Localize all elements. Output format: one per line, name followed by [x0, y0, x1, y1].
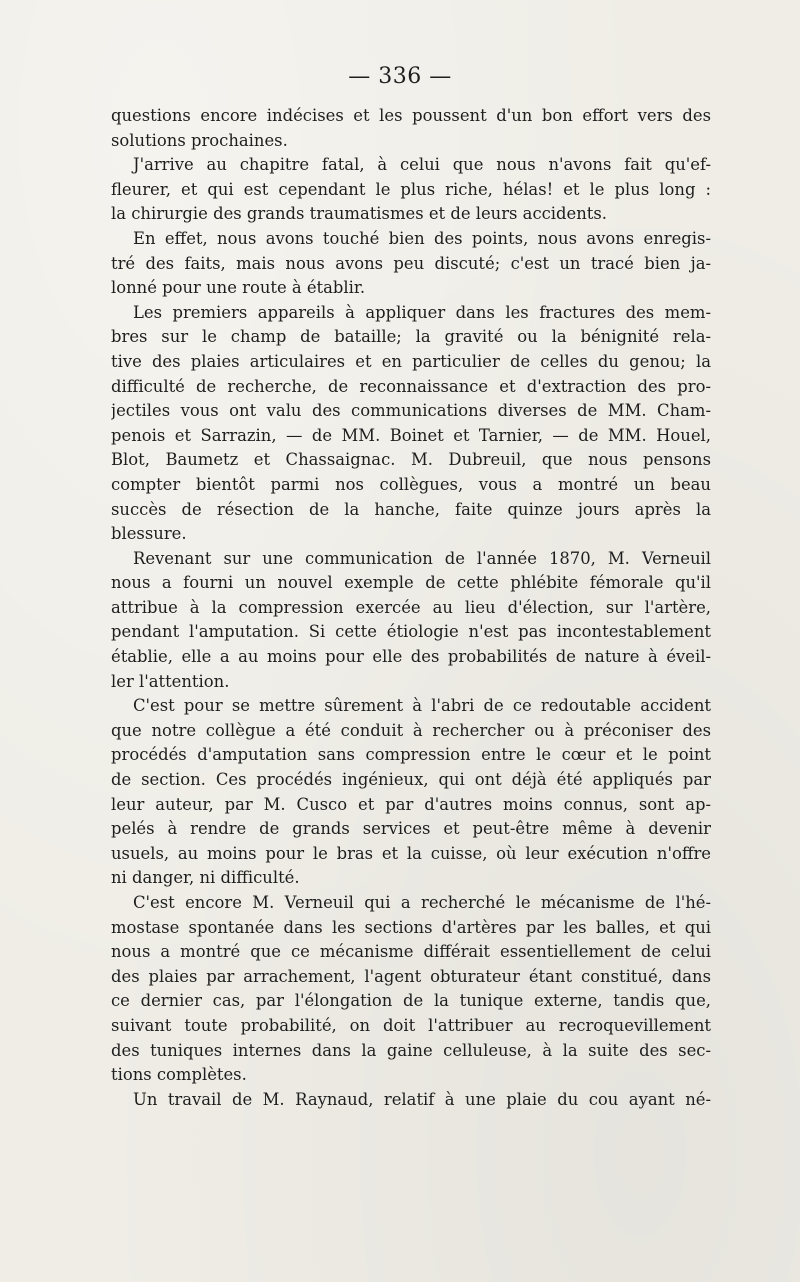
- text-line: ler l'attention.: [111, 671, 230, 691]
- text-line: Les premiers appareils à appliquer dans les fractures des mem-: [133, 302, 711, 322]
- text-line: tions complètes.: [111, 1065, 247, 1085]
- text-line: procédés d'amputation sans compression entre le cœur et le point: [111, 745, 711, 765]
- text-line: ce dernier cas, par l'élongation de la tunique externe, tandis que,: [111, 991, 711, 1011]
- page-number: — 336 —: [348, 64, 452, 89]
- text-line: penois et Sarrazin, — de MM. Boinet et Tarnier, — de MM. Houel,: [111, 425, 711, 445]
- text-line: jectiles vous ont valu des communications diverses de MM. Cham-: [111, 401, 711, 421]
- text-line: établie, elle a au moins pour elle des probabilités de nature à éveil-: [111, 647, 711, 667]
- text-line: pendant l'amputation. Si cette étiologie n'est pas incontestablement: [111, 622, 711, 642]
- text-line: Un travail de M. Raynaud, relatif à une plaie du cou ayant né-: [133, 1089, 711, 1109]
- text-line: bres sur le champ de bataille; la gravité ou la bénignité rela-: [111, 327, 711, 347]
- text-line: lonné pour une route à établir.: [111, 278, 366, 298]
- text-line: suivant toute probabilité, on doit l'attribuer au recroquevillement: [111, 1015, 711, 1035]
- text-line: des tuniques internes dans la gaine celluleuse, à la suite des sec-: [111, 1040, 711, 1060]
- text-line: tive des plaies articulaires et en particulier de celles du genou; la: [111, 351, 711, 371]
- text-line: tré des faits, mais nous avons peu discuté; c'est un tracé bien ja-: [111, 253, 711, 273]
- text-line: Revenant sur une communication de l'année 1870, M. Verneuil: [133, 548, 711, 568]
- text-line: que notre collègue a été conduit à rechercher ou à préconiser des: [111, 720, 711, 740]
- text-line: compter bientôt parmi nos collègues, vous a montré un beau: [111, 474, 711, 494]
- text-line: leur auteur, par M. Cusco et par d'autres moins connus, sont ap-: [111, 794, 711, 814]
- text-line: J'arrive au chapitre fatal, à celui que nous n'avons fait qu'ef-: [133, 155, 711, 175]
- text-line: blessure.: [111, 524, 187, 544]
- text-line: C'est encore M. Verneuil qui a recherché le mécanisme de l'hé-: [133, 893, 711, 912]
- text-line: fleurer, et qui est cependant le plus riche, hélas! et le plus long :: [111, 179, 711, 199]
- text-line: ni danger, ni difficulté.: [111, 868, 300, 888]
- text-line: usuels, au moins pour le bras et la cuisse, où leur exécution n'offre: [111, 843, 711, 863]
- text-line: solutions prochaines.: [111, 130, 288, 150]
- text-line: Blot, Baumetz et Chassaignac. M. Dubreuil, que nous pensons: [111, 450, 711, 470]
- text-line: pelés à rendre de grands services et peut-être même à devenir: [111, 819, 711, 839]
- text-line: de section. Ces procédés ingénieux, qui ont déjà été appliqués par: [111, 770, 711, 790]
- text-line: questions encore indécises et les poussent d'un bon effort vers des: [111, 106, 711, 125]
- text-line: difficulté de recherche, de reconnaissance et d'extraction des pro-: [111, 376, 711, 396]
- text-line: mostase spontanée dans les sections d'artères par les balles, et qui: [111, 917, 711, 937]
- text-line: nous a montré que ce mécanisme différait essentiellement de celui: [111, 942, 711, 962]
- text-line: succès de résection de la hanche, faite quinze jours après la: [111, 499, 711, 519]
- text-line: des plaies par arrachement, l'agent obturateur étant constitué, dans: [111, 966, 711, 986]
- text-line: attribue à la compression exercée au lieu d'élection, sur l'artère,: [111, 597, 711, 617]
- text-line: En effet, nous avons touché bien des points, nous avons enregis-: [133, 228, 711, 248]
- body-text: [111, 104, 711, 1112]
- text-line: la chirurgie des grands traumatismes et de leurs accidents.: [111, 204, 608, 224]
- text-line: C'est pour se mettre sûrement à l'abri de ce redoutable accident: [133, 696, 711, 716]
- text-line: nous a fourni un nouvel exemple de cette phlébite fémorale qu'il: [111, 573, 711, 593]
